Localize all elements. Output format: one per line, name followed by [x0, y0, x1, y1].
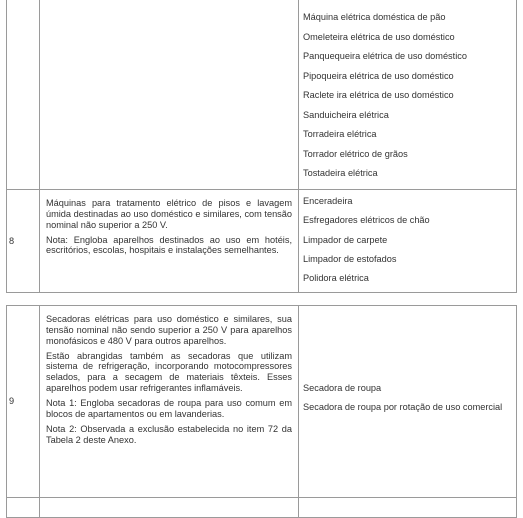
description-cell-empty	[40, 498, 299, 518]
list-item: Secadora de roupa por rotação de uso comercial	[303, 401, 503, 412]
description-cell	[40, 190, 299, 293]
list-item: Pipoqueira elétrica de uso doméstico	[303, 70, 454, 81]
product-table-top	[6, 0, 517, 293]
list-item: Enceradeira	[303, 196, 353, 206]
row-number-cell	[7, 306, 40, 498]
row-note-1: Nota 1: Engloba secadoras de roupa para uso comum em blocos de apartamentos ou em lavanderias.	[46, 398, 292, 419]
row-number-cell	[7, 190, 40, 293]
list-item: Polidora elétrica	[303, 273, 369, 284]
list-item: Máquina elétrica doméstica de pão	[303, 12, 446, 22]
list-item: Tostadeira elétrica	[303, 168, 378, 178]
list-item: Secadora de roupa	[303, 382, 382, 393]
description-cell-empty	[40, 0, 299, 190]
table-row-9	[7, 306, 517, 498]
list-item: Omeleteira elétrica de uso doméstico	[303, 31, 455, 42]
row-description: Máquinas para tratamento elétrico de pisos e lavagem úmida destinadas ao uso doméstico e similares, com tensão nominal não superior a 250 V.	[46, 198, 292, 230]
list-item: Torradeira elétrica	[303, 129, 377, 139]
product-list	[299, 190, 516, 292]
product-list	[299, 383, 516, 421]
row-scope: Estão abrangidas também as secadoras que utilizam sistema de refrigeração, incorporando motocompressores selados, para a secagem de materiais têxteis. Esses aparelhos podem usar refrigerantes inflamáveis.	[46, 350, 292, 394]
list-item: Limpador de estofados	[303, 253, 397, 264]
list-item: Raclete ira elétrica de uso doméstico	[303, 90, 454, 100]
product-list	[299, 0, 516, 188]
row-note-2: Nota 2: Observada a exclusão estabelecida no item 72 da Tabela 2 deste Anexo.	[46, 423, 292, 445]
number-cell-empty	[7, 0, 40, 190]
list-item: Esfregadores elétricos de chão	[303, 215, 430, 226]
list-item: Panquequeira elétrica de uso doméstico	[303, 51, 467, 61]
list-item: Torrador elétrico de grãos	[303, 148, 408, 159]
product-list-cell	[299, 0, 517, 190]
row-number: 8	[9, 235, 15, 246]
table-row-8	[7, 190, 517, 293]
number-cell-empty	[7, 498, 40, 518]
list-item: Sanduicheira elétrica	[303, 109, 389, 120]
product-list-cell	[299, 190, 517, 293]
product-table-bottom	[6, 305, 517, 518]
list-item: Limpador de carpete	[303, 234, 388, 245]
description-cell	[40, 306, 299, 498]
table-row-continued	[7, 0, 517, 190]
row-note: Nota: Engloba aparelhos destinados ao uso em hotéis, escritórios, escolas, hospitais e instalações semelhantes.	[46, 234, 292, 256]
table-row-next	[7, 498, 517, 518]
row-number: 9	[9, 396, 15, 407]
product-list-cell-empty	[299, 498, 517, 518]
row-description: Secadoras elétricas para uso doméstico e similares, sua tensão nominal não sendo superior a 250 V para aparelhos monofásicos e 480 V para outros aparelhos.	[46, 314, 292, 346]
product-list-cell	[299, 306, 517, 498]
